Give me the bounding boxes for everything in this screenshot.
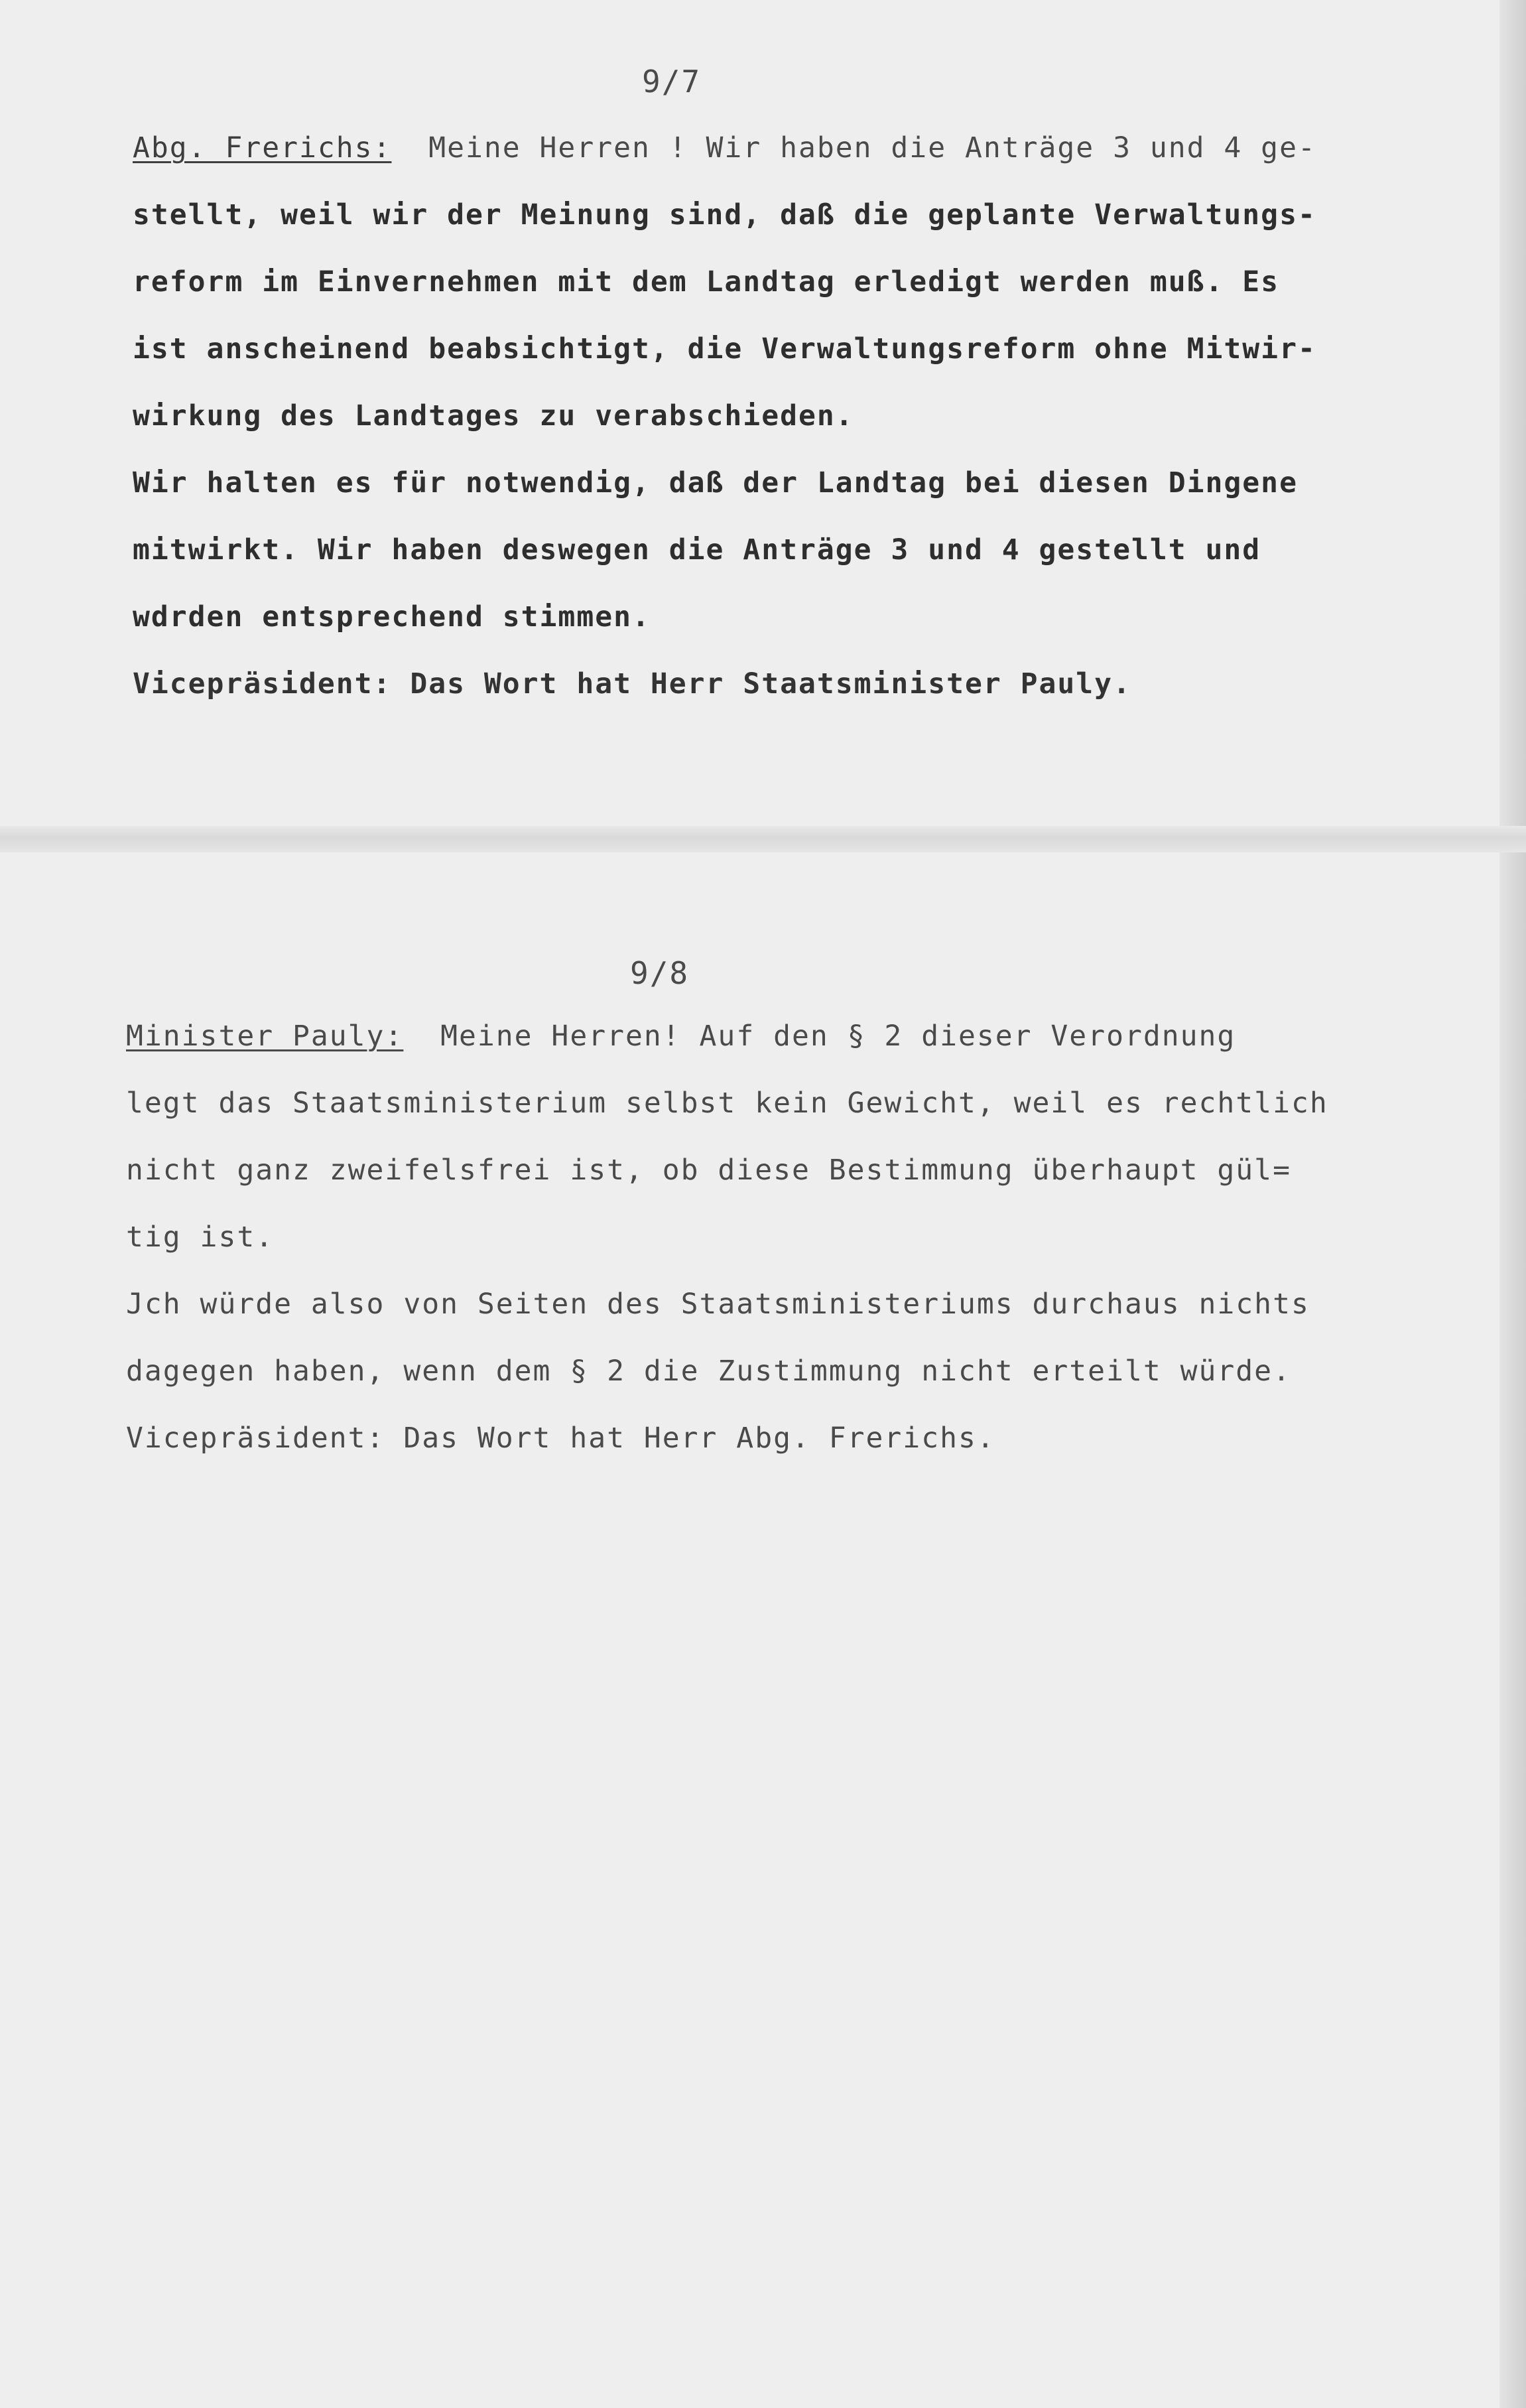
speech-block-pauly [126,1020,1492,1489]
text-line: wdrden entsprechend stimmen. [133,600,651,634]
speaker-label: Minister Pauly: [126,1020,404,1053]
text-line [126,1020,1492,1087]
text-line: tig ist. [126,1221,275,1254]
text-line: Vicepräsident: Das Wort hat Herr Staatsminister Pauly. [133,667,1131,701]
text-line [133,131,1499,198]
text-line: Jch würde also von Seiten des Staatsministeriums durchaus nichts [126,1288,1310,1321]
text-line: mitwirkt. Wir haben deswegen die Anträge 3 und 4 gestellt und [133,533,1261,567]
text-line: dagegen haben, wenn dem § 2 die Zustimmung nicht erteilt würde. [126,1355,1291,1388]
speaker-label: Abg. Frerichs: [133,131,392,165]
speech-block-frerichs [133,131,1499,734]
text-line: reform im Einvernehmen mit dem Landtag erledigt werden muß. Es [133,265,1280,299]
text-line: Vicepräsident: Das Wort hat Herr Abg. Frerichs. [126,1422,995,1455]
text-line: legt das Staatsministerium selbst kein Gewicht, weil es rechtlich [126,1087,1328,1120]
paper-edge [1499,0,1526,2408]
page-number-bottom: 9/8 [630,955,690,991]
text-line: nicht ganz zweifelsfrei ist, ob diese Bestimmung überhaupt gül= [126,1154,1291,1187]
line-text: Meine Herren! Auf den § 2 dieser Verordnung [403,1020,1236,1053]
page-fold-line [0,826,1526,852]
text-line: Wir halten es für notwendig, daß der Landtag bei diesen Dingene [133,466,1298,500]
page-number-top: 9/7 [642,64,702,100]
text-line: ist anscheinend beabsichtigt, die Verwaltungsreform ohne Mitwir- [133,332,1316,366]
line-text: Meine Herren ! Wir haben die Anträge 3 und 4 ge- [391,131,1316,165]
text-line: wirkung des Landtages zu verabschieden. [133,399,854,433]
text-line: stellt, weil wir der Meinung sind, daß die geplante Verwaltungs- [133,198,1316,232]
